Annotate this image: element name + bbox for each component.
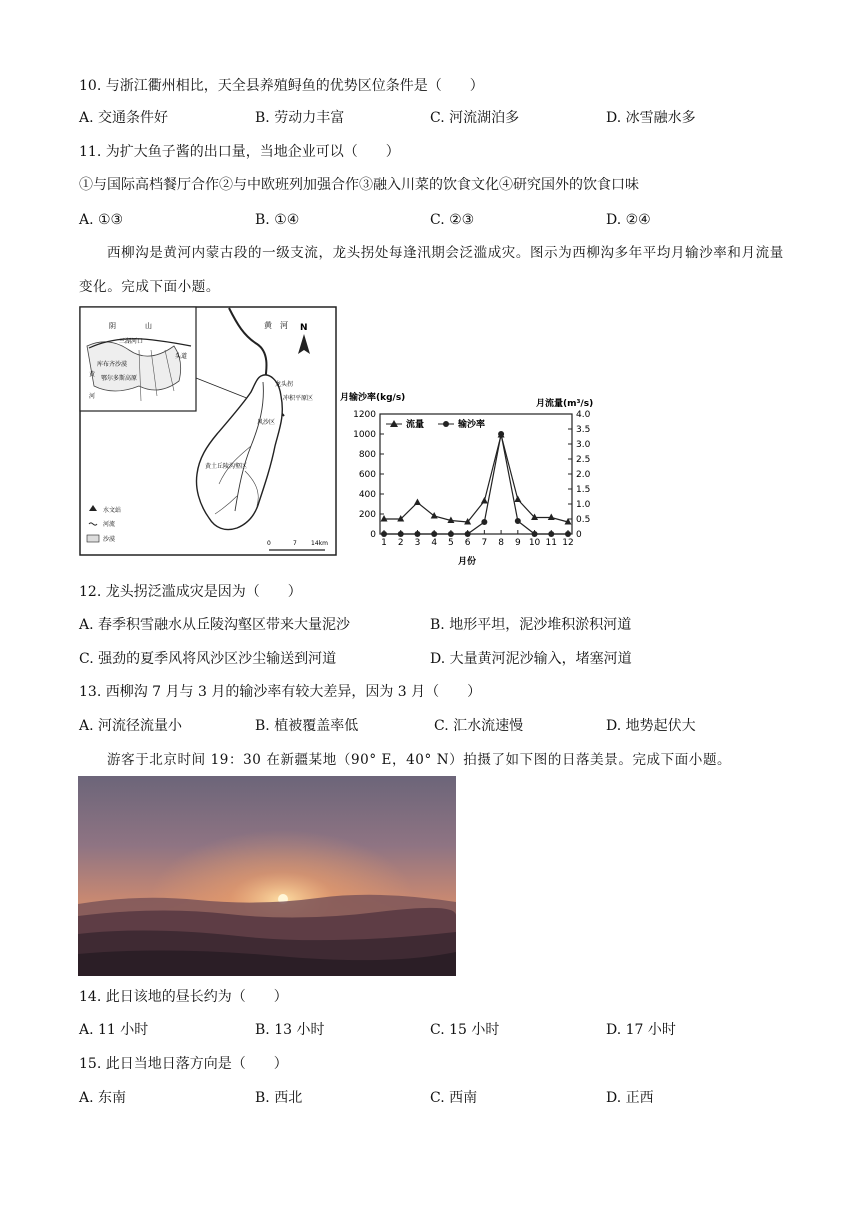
x-tick-label: 6 bbox=[464, 538, 471, 548]
series-line-sediment bbox=[384, 434, 568, 534]
q10-option-b: B. 劳动力丰富 bbox=[255, 110, 345, 126]
y-left-tick-label: 600 bbox=[358, 470, 376, 480]
q12-option-c: C. 强劲的夏季风将风沙区沙尘输送到河道 bbox=[79, 651, 337, 667]
x-tick-label: 7 bbox=[481, 538, 488, 548]
sediment-flow-chart bbox=[340, 386, 610, 568]
flow-point bbox=[514, 496, 521, 503]
q11-option-b: B. ①④ bbox=[255, 212, 300, 228]
q10-option-c: C. 河流湖泊多 bbox=[430, 110, 520, 126]
q15-option-c: C. 西南 bbox=[430, 1090, 478, 1106]
q14-option-c: C. 15 小时 bbox=[430, 1022, 500, 1038]
flow-point bbox=[414, 499, 421, 506]
inset-label-yin: 阴 bbox=[109, 322, 116, 330]
x-tick-label: 5 bbox=[448, 538, 454, 548]
sediment-point bbox=[532, 531, 538, 537]
flow-point bbox=[481, 497, 488, 504]
q13-option-d: D. 地势起伏大 bbox=[606, 718, 696, 734]
series-line-flow bbox=[384, 435, 568, 522]
sediment-point bbox=[515, 518, 521, 524]
q15-option-d: D. 正西 bbox=[606, 1090, 654, 1106]
chart-legend bbox=[386, 418, 485, 430]
sunset-photo bbox=[78, 776, 456, 976]
flow-point bbox=[381, 515, 388, 522]
y-right-tick-label: 4.0 bbox=[576, 410, 591, 420]
passage-xiliugou: 西柳沟是黄河内蒙古段的一级支流，龙头拐处每逢汛期会泛滥成灾。图示为西柳沟多年平均月输沙率和月流量变化。完成下面小题。 bbox=[79, 245, 784, 295]
y-right-tick-label: 0 bbox=[576, 530, 582, 540]
q10-option-a: A. 交通条件好 bbox=[79, 110, 169, 126]
sediment-point bbox=[414, 531, 420, 537]
y-left-tick-label: 1200 bbox=[353, 410, 376, 420]
q12-option-b: B. 地形平坦，泥沙堆积淤积河道 bbox=[430, 617, 632, 633]
inset-label-ordos: 鄂尔多斯高原 bbox=[101, 375, 138, 382]
inset-label-kubuqi: 库布齐沙漠 bbox=[97, 361, 128, 368]
q11-statements: ①与国际高档餐厅合作②与中欧班列加强合作③融入川菜的饮食文化④研究国外的饮食口味 bbox=[79, 177, 639, 193]
q15-option-b: B. 西北 bbox=[255, 1090, 303, 1106]
y-left-tick-label: 200 bbox=[358, 510, 376, 520]
map-river-label: 黄 河 bbox=[264, 321, 288, 330]
q10-option-d: D. 冰雪融水多 bbox=[606, 110, 696, 126]
question-11-stem: 11. 为扩大鱼子酱的出口量，当地企业可以（ ） bbox=[79, 144, 400, 160]
x-axis-label: 月份 bbox=[458, 557, 477, 567]
sediment-point bbox=[548, 531, 554, 537]
y-left-tick-label: 1000 bbox=[353, 430, 376, 440]
x-tick-label: 2 bbox=[397, 538, 404, 548]
sediment-point bbox=[465, 531, 471, 537]
question-12-stem: 12. 龙头拐泛滥成灾是因为（ ） bbox=[79, 584, 302, 600]
y-left-label: 月输沙率(kg/s) bbox=[340, 393, 406, 403]
q14-option-d: D. 17 小时 bbox=[606, 1022, 676, 1038]
q15-option-a: A. 东南 bbox=[79, 1090, 127, 1106]
passage-xinjiang-sunset: 游客于北京时间 19：30 在新疆某地（90° E，40° N）拍摄了如下图的日落美景。完成下面小题。 bbox=[107, 752, 732, 768]
inset-label-toudao: 头道 bbox=[175, 353, 188, 360]
x-tick-label: 12 bbox=[562, 538, 574, 548]
y-left-tick-label: 800 bbox=[358, 450, 376, 460]
sediment-point bbox=[381, 531, 387, 537]
sediment-point bbox=[448, 531, 454, 537]
sediment-point bbox=[498, 431, 504, 437]
inset-label-shan: 山 bbox=[145, 322, 152, 330]
y-right-tick-label: 1.0 bbox=[576, 500, 591, 510]
inset-label-he: 河 bbox=[89, 393, 96, 400]
x-tick-label: 8 bbox=[498, 538, 504, 548]
x-tick-label: 9 bbox=[514, 538, 521, 548]
plot-frame bbox=[380, 414, 572, 534]
q11-option-c: C. ②③ bbox=[430, 212, 475, 228]
q13-option-c: C. 汇水流速慢 bbox=[434, 718, 524, 734]
x-tick-label: 10 bbox=[528, 538, 541, 548]
question-14-stem: 14. 此日该地的昼长约为（ ） bbox=[79, 989, 288, 1005]
sediment-point bbox=[398, 531, 404, 537]
sediment-point bbox=[565, 531, 571, 537]
legend-desert: 沙漠 bbox=[103, 536, 116, 543]
y-right-tick-label: 2.5 bbox=[576, 455, 591, 465]
y-right-tick-label: 2.0 bbox=[576, 470, 591, 480]
north-label: N bbox=[300, 323, 308, 333]
inset-label-huang: 黄 bbox=[89, 371, 96, 378]
map-label-sand: 风沙区 bbox=[257, 419, 276, 426]
flow-point bbox=[431, 512, 438, 519]
q14-option-b: B. 13 小时 bbox=[255, 1022, 325, 1038]
legend-sediment-label: 输沙率 bbox=[458, 420, 486, 430]
y-left-tick-label: 0 bbox=[370, 530, 376, 540]
y-left-tick-label: 400 bbox=[358, 490, 376, 500]
x-tick-label: 1 bbox=[381, 538, 387, 548]
question-10-stem: 10. 与浙江衢州相比，天全县养殖鲟鱼的优势区位条件是（ ） bbox=[79, 78, 484, 94]
legend-hydro-station: 水文站 bbox=[103, 507, 122, 514]
sediment-point bbox=[431, 531, 437, 537]
q11-option-a: A. ①③ bbox=[79, 212, 124, 228]
q13-option-b: B. 植被覆盖率低 bbox=[255, 718, 359, 734]
y-right-tick-label: 0.5 bbox=[576, 515, 591, 525]
question-15-stem: 15. 此日当地日落方向是（ ） bbox=[79, 1056, 288, 1072]
sediment-point bbox=[481, 519, 487, 525]
y-right-label: 月流量(m³/s) bbox=[536, 399, 594, 409]
x-tick-label: 11 bbox=[545, 538, 557, 548]
y-right-tick-label: 3.0 bbox=[576, 440, 591, 450]
x-tick-label: 4 bbox=[431, 538, 438, 548]
y-right-tick-label: 1.5 bbox=[576, 485, 591, 495]
y-right-tick-label: 3.5 bbox=[576, 425, 591, 435]
q13-option-a: A. 河流径流量小 bbox=[79, 718, 183, 734]
map-label-longtouguai: 龙头拐 bbox=[275, 381, 294, 388]
x-tick-label: 3 bbox=[414, 538, 421, 548]
flow-point bbox=[548, 514, 555, 521]
q11-option-d: D. ②④ bbox=[606, 212, 651, 228]
q14-option-a: A. 11 小时 bbox=[79, 1022, 149, 1038]
map-label-alluvial: 冲积平原区 bbox=[283, 395, 314, 402]
scale-14km: 14km bbox=[311, 540, 328, 547]
map-label-loess: 黄土丘陵沟壑区 bbox=[205, 463, 248, 470]
q12-option-d: D. 大量黄河泥沙输入，堵塞河道 bbox=[430, 651, 632, 667]
scale-7: 7 bbox=[293, 540, 297, 547]
legend-river: 河流 bbox=[103, 521, 116, 528]
question-13-stem: 13. 西柳沟 7 月与 3 月的输沙率有较大差异，因为 3 月（ ） bbox=[79, 684, 482, 700]
q12-option-a: A. 春季积雪融水从丘陵沟壑区带来大量泥沙 bbox=[79, 617, 351, 633]
legend-flow-label: 流量 bbox=[406, 420, 425, 430]
inset-label-sanhuhekou: 三湖河口 bbox=[119, 338, 144, 345]
scale-0: 0 bbox=[267, 540, 271, 547]
xiliugou-map bbox=[79, 306, 337, 556]
